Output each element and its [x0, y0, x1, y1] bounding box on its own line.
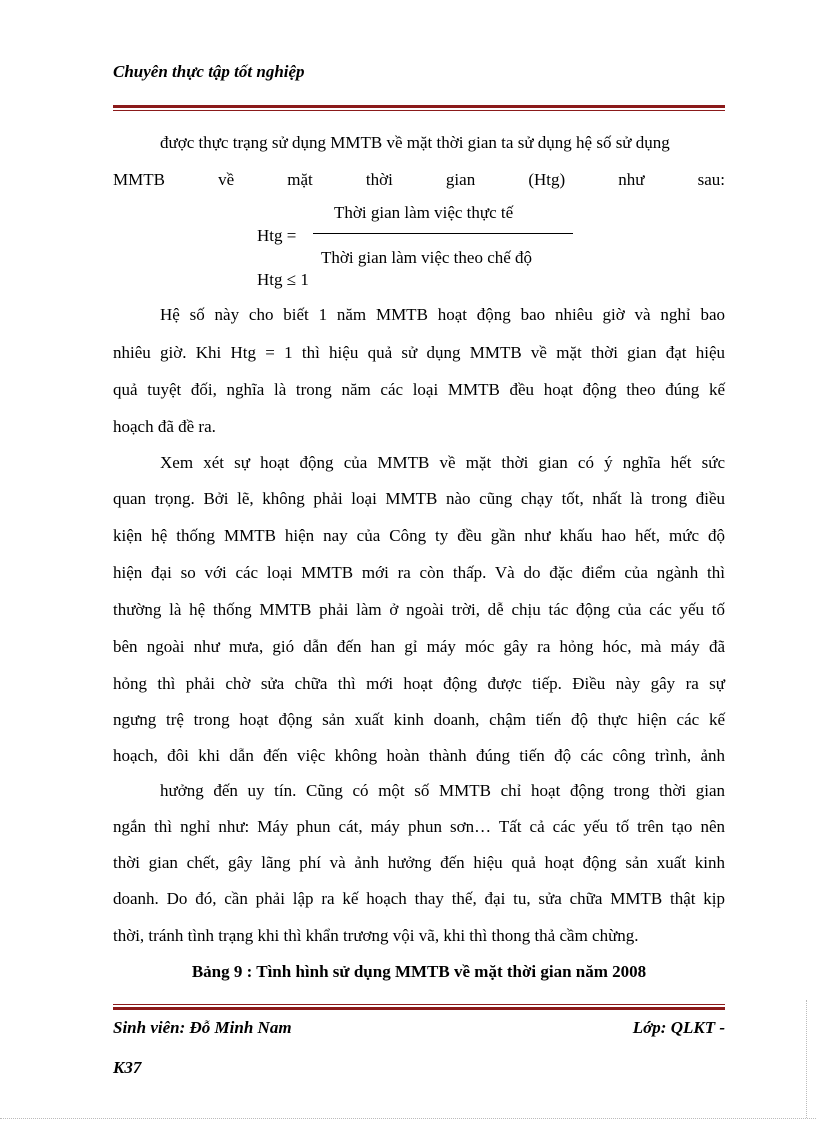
paragraph-line: thường là hệ thống MMTB phải làm ở ngoài trời, dễ chịu tác động của các yếu tố	[113, 600, 725, 619]
paragraph-line: quan trọng. Bởi lẽ, không phải loại MMTB nào cũng chạy tốt, nhất là trong điều	[113, 489, 725, 508]
formula-denominator: Thời gian làm việc theo chế độ	[321, 248, 533, 267]
paragraph-line: Xem xét sự hoạt động của MMTB về mặt thời gian có ý nghĩa hết sức	[160, 453, 725, 472]
footer-rule-thick	[113, 1007, 725, 1010]
formula-numerator: Thời gian làm việc thực tế	[334, 203, 514, 222]
paragraph-line: doanh. Do đó, cần phải lập ra kế hoạch thay thế, đại tu, sửa chữa MMTB thật kịp	[113, 889, 725, 908]
header-rule-thin	[113, 110, 725, 111]
page-edge-bottom	[0, 1118, 816, 1119]
paragraph-line: MMTB về mặt thời gian (Htg) như sau:	[113, 170, 725, 189]
formula-lhs: Htg =	[257, 226, 297, 245]
table-caption: Bảng 9 : Tình hình sử dụng MMTB về mặt thời gian năm 2008	[191, 962, 647, 981]
footer-class-cont: K37	[113, 1058, 142, 1077]
paragraph-line: ngưng trệ trong hoạt động sản xuất kinh doanh, chậm tiến độ thực hiện các kế	[113, 710, 725, 729]
formula-fraction-bar	[313, 233, 573, 234]
page-edge-right	[806, 1000, 807, 1118]
footer-class: Lớp: QLKT -	[632, 1018, 725, 1037]
paragraph-line: thời gian chết, gây lãng phí và ảnh hưởng đến hiệu quả hoạt động sản xuất kinh	[113, 853, 725, 872]
paragraph-line: hưởng đến uy tín. Cũng có một số MMTB chỉ hoạt động trong thời gian	[160, 781, 725, 800]
header-title: Chuyên thực tập tốt nghiệp	[113, 62, 305, 81]
footer-student: Sinh viên: Đỗ Minh Nam	[113, 1018, 292, 1037]
paragraph-line: hỏng thì phải chờ sửa chữa thì mới hoạt động được tiếp. Điều này gây ra sự	[113, 674, 725, 693]
header-rule-thick	[113, 105, 725, 108]
paragraph-line: thời, tránh tình trạng khi thì khẩn trương vội vã, khi thì thong thả cầm chừng.	[113, 926, 639, 945]
footer-rule-thin	[113, 1004, 725, 1005]
paragraph-line: Hệ số này cho biết 1 năm MMTB hoạt động bao nhiêu giờ và nghỉ bao	[160, 305, 725, 324]
paragraph-line: kiện hệ thống MMTB hiện nay của Công ty đều gần như khấu hao hết, mức độ	[113, 526, 725, 545]
paragraph-line: quả tuyệt đối, nghĩa là trong năm các loại MMTB đều hoạt động theo đúng kế	[113, 380, 725, 399]
paragraph-line: bên ngoài như mưa, gió dẫn đến han gỉ máy móc gây ra hỏng hóc, mà máy đã	[113, 637, 725, 656]
paragraph-line: nhiêu giờ. Khi Htg = 1 thì hiệu quả sử dụng MMTB về mặt thời gian đạt hiệu	[113, 343, 725, 362]
paragraph-line: hoạch, đôi khi dẫn đến việc không hoàn thành đúng tiến độ các công trình, ảnh	[113, 746, 725, 765]
paragraph-line: ngắn thì nghỉ như: Máy phun cát, máy phun sơn… Tất cả các yếu tố trên tạo nên	[113, 817, 725, 836]
formula-condition: Htg ≤ 1	[257, 270, 309, 289]
paragraph-line: hiện đại so với các loại MMTB mới ra còn thấp. Và do đặc điểm của ngành thì	[113, 563, 725, 582]
paragraph-line: hoạch đã đề ra.	[113, 417, 216, 436]
paragraph-line: được thực trạng sử dụng MMTB về mặt thời gian ta sử dụng hệ số sử dụng	[160, 133, 670, 152]
